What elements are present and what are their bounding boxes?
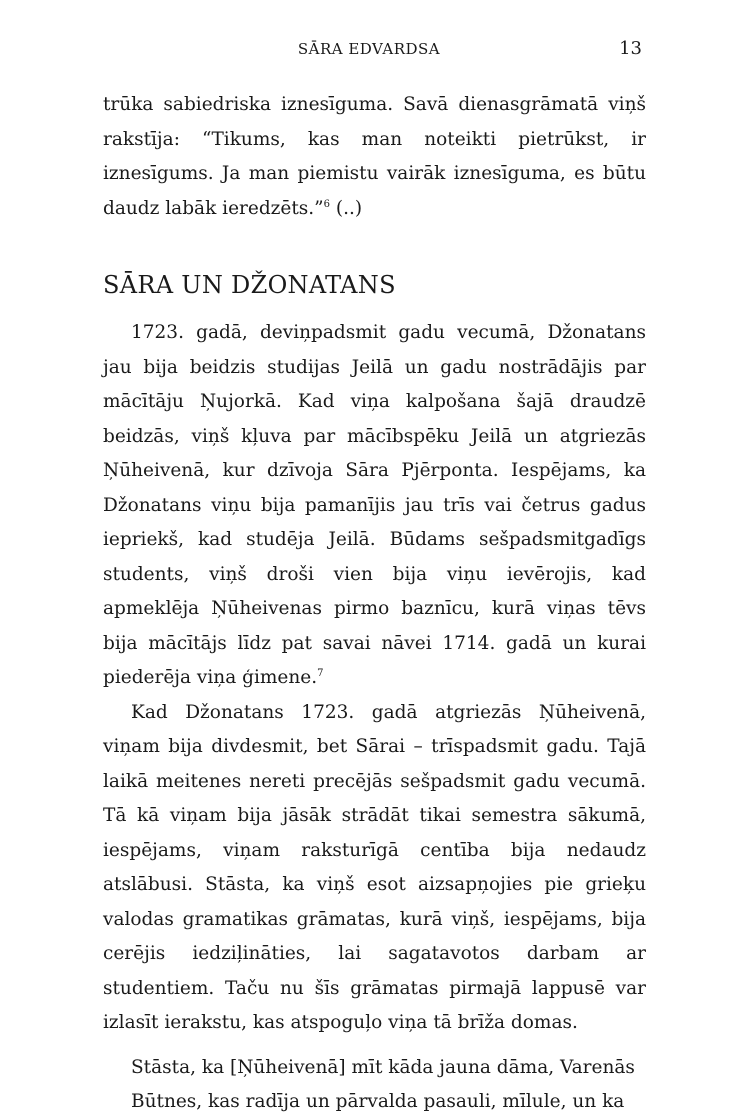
page-number: 13 (619, 38, 642, 59)
page-body (103, 88, 646, 1120)
body-paragraph (103, 696, 646, 1041)
footnote-ref: 7 (317, 667, 324, 679)
paragraph-ellipsis: (..) (330, 197, 363, 219)
paragraph-continuation (103, 88, 646, 226)
running-header: SĀRA EDVARDSA (297, 40, 441, 58)
body-paragraph (103, 316, 646, 696)
paragraph-text: Kad Džonatans 1723. gadā atgriezās Ņūheivenā, viņam bija divdesmit, bet Sārai – trīspadsmit gadu. Tajā laikā meitenes nereti precējās sešpadsmit gadu vecumā. Tā kā viņam bija jāsāk strādāt tikai semestra sākumā, iespējams, viņam raksturīgā centība bija nedaudz atslābusi. Stāsta, ka viņš esot aizsapņojies pie grieķu valodas gramatikas grāmatas, kurā viņš, iespējams, bija cerējis iedziļināties, lai sagatavotos darbam ar studentiem. Taču nu šīs grāmatas pirmajā lappusē var izlasīt ierakstu, kas atspoguļo viņa tā brīža domas. (103, 701, 646, 1033)
section-heading: SĀRA UN DŽONATANS (103, 271, 396, 299)
block-quote: Stāsta, ka [Ņūheivenā] mīt kāda jauna dāma, Varenās Būtnes, kas radīja un pārvalda pasauli, mīlule, un ka (131, 1056, 635, 1112)
footnote-ref: 6 (323, 198, 331, 210)
paragraph-text: 1723. gadā, deviņpadsmit gadu vecumā, Džonatans jau bija beidzis studijas Jeilā un gadu nostrādājis par mācītāju Ņujorkā. Kad viņa kalpošana šajā draudzē beidzās, viņš kļuva par mācībspēku Jeilā un atgriezās Ņūheivenā, kur dzīvoja Sāra Pjērponta. Iespējams, ka Džonatans viņu bija pamanījis jau trīs vai četrus gadus iepriekš, kad studēja Jeilā. Būdams sešpadsmitgadīgs students, viņš droši vien bija viņu ievērojis, kad apmeklēja Ņūheivenas pirmo baznīcu, kurā viņas tēvs bija mācītājs līdz pat savai nāvei 1714. gadā un kurai piederēja viņa ģimene. (103, 322, 646, 688)
paragraph-text: trūka sabiedriska iznesīguma. Savā dienasgrāmatā viņš rakstīja: “Tikums, kas man noteikti pietrūkst, ir iznesīgums. Ja man piemistu vairāk iznesīguma, es būtu daudz labāk ieredzēts.” (103, 94, 646, 219)
